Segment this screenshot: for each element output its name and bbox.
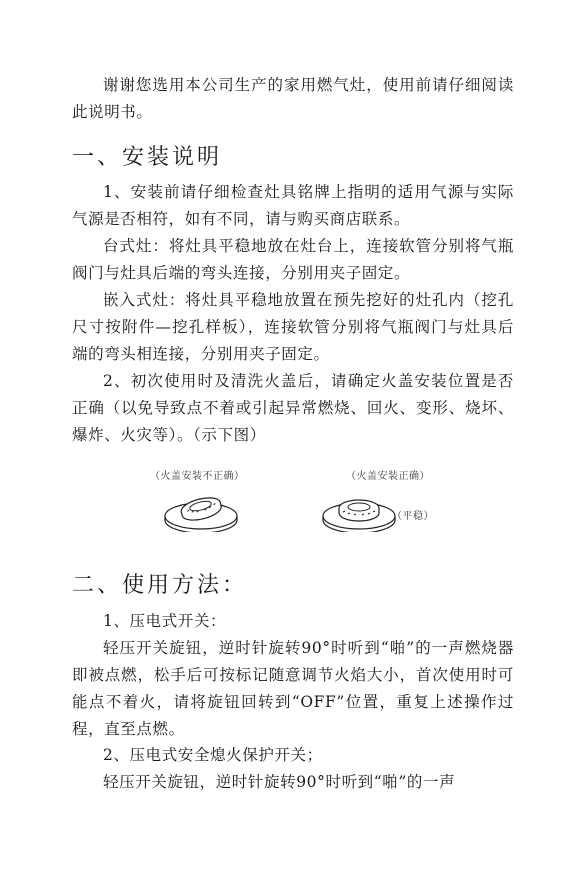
intro-paragraph: 谢谢您选用本公司生产的家用燃气灶，使用前请仔细阅读此说明书。 — [72, 76, 514, 121]
install-step-2: 2、初次使用时及清洗火盖后，请确定火盖安装位置是否正确（以免导致点不着或引起异常燃烧、回火、变形、烧坏、爆炸、火灾等）。（示下图） — [72, 372, 514, 444]
correct-burner-illustration — [318, 486, 400, 532]
install-step-1: 1、安装前请仔细检查灶具铭牌上指明的适用气源与实际气源是否相符，如有不同，请与购买商店联系。 — [72, 183, 514, 228]
flat-note: （平稳） — [392, 511, 434, 522]
safety-switch-instructions: 轻压开关旋钮，逆时针旋转90°时听到“啪”的一声 — [103, 773, 456, 791]
section-heading-usage: 二、使用方法： — [72, 573, 248, 598]
section-heading-installation: 一、安装说明 — [72, 145, 223, 170]
incorrect-burner-illustration — [160, 486, 242, 532]
built-in-stove-instructions: 嵌入式灶：将灶具平稳地放置在预先挖好的灶孔内（挖孔尺寸按附件—挖孔样板），连接软管分别将气瓶阀门与灶具后端的弯头相连接，分别用夹子固定。 — [72, 291, 514, 363]
correct-caption: （火盖安装正确） — [346, 471, 430, 482]
usage-subheading-1: 1、压电式开关： — [103, 612, 227, 630]
incorrect-caption: （火盖安装不正确） — [150, 471, 245, 482]
usage-subheading-2: 2、压电式安全熄火保护开关； — [103, 746, 323, 764]
tabletop-stove-instructions: 台式灶：将灶具平稳地放在灶台上，连接软管分别将气瓶阀门与灶具后端的弯头连接，分别用夹子固定。 — [72, 237, 514, 282]
piezo-switch-instructions: 轻压开关旋钮，逆时针旋转90°时听到“啪”的一声燃烧器即被点燃，松手后可按标记随意调节火焰大小，首次使用时可能点不着火，请将旋钮回转到“OFF”位置，重复上述操作过程，直至点燃。 — [72, 639, 514, 738]
